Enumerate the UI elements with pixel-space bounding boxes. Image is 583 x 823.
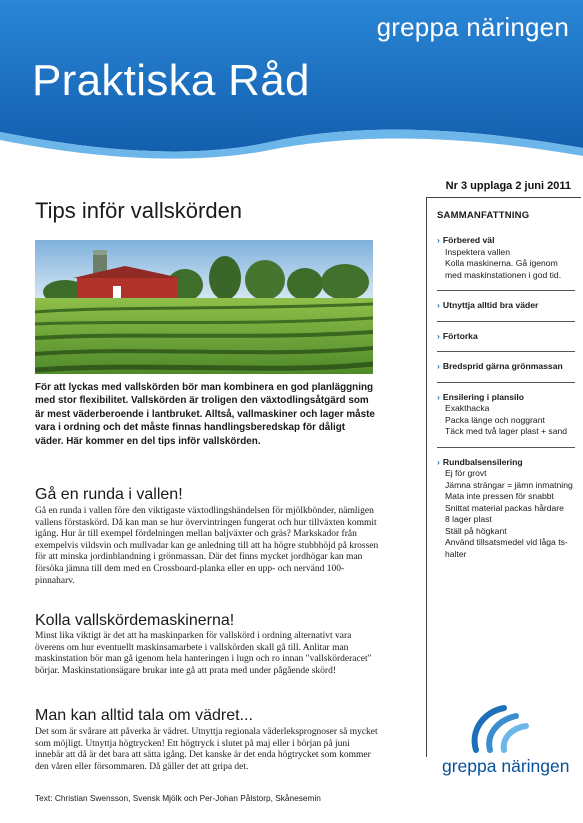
chevron-right-icon: › xyxy=(437,235,440,245)
sidebar-line: Ej för grovt xyxy=(445,468,487,478)
sidebar-line: Exakthacka xyxy=(445,403,490,413)
sidebar-section-head: Förtorka xyxy=(442,330,478,341)
article-credit: Text: Christian Swensson, Svensk Mjölk och Per-Johan Pålstorp, Skånesemin xyxy=(35,793,321,803)
logo-text: greppa näringen xyxy=(442,756,570,776)
sidebar-line: Mata inte pressen för snabbt xyxy=(445,491,554,501)
sidebar-section xyxy=(437,361,575,383)
sidebar-section xyxy=(437,331,575,353)
sidebar-section xyxy=(437,235,575,291)
sidebar-section-head: Ensilering i plansilo xyxy=(442,391,525,402)
sidebar-line: Snittat material packas hårdare xyxy=(445,502,564,513)
sidebar-line: Packa länge och noggrant xyxy=(445,414,545,425)
section-heading-3: Man kan alltid tala om vädret... xyxy=(35,707,253,724)
article-lead: För att lyckas med vallskörden bör man kombinera en god planläggning med stor flexibilitet. Vallskörden är troligen den växtodlingsåtgärd som är mest väderberoende i lantbruket. Alltså, vallmaskiner och lager måste vara i ordning och det måste finnas handlingsberedskap för dåligt väder. Här kommer en del tips inför vallskörden. xyxy=(35,382,375,447)
publication-title: Praktiska Råd xyxy=(32,56,310,105)
sidebar-section-head: Rundbalsensilering xyxy=(442,456,523,467)
sidebar-section-head: Utnyttja alltid bra väder xyxy=(442,300,539,310)
sidebar-line: Använd tillsatsmedel vid låga ts-halter xyxy=(445,537,568,559)
chevron-right-icon: › xyxy=(437,300,440,310)
sidebar-section xyxy=(437,457,575,570)
chevron-right-icon: › xyxy=(437,361,440,371)
section-heading-1: Gå en runda i vallen! xyxy=(35,486,183,503)
sidebar-line: Täck med två lager plast + sand xyxy=(445,426,568,436)
sidebar-section xyxy=(437,392,575,448)
sidebar-title: SAMMANFATTNING xyxy=(437,210,530,221)
section-body-3: Det som är svårare att påverka är vädret. Utnyttja regionala väderleksprognoser så mycket som möjligt. Utnyttja högtrycken! Ett högtryck i slutet på maj eller i början på juni innebär att då är det bara att sätta igång. Det kanske är det enda högtrycket som kommer den våren eller försommaren. Då gäller det att gripa det. xyxy=(35,727,378,772)
section-body-1: Gå en runda i vallen före den viktigaste växtodlingshändelsen för mjölkbönder, nämligen vallens förstaskörd. Då kan man se hur övervintringen fungerat och hur tillväxten kommit igång. Hur är till exempel fördelningen mellan baljväxter och gräs? Markskador från exempelvis vildsvin och mullvadar kan ge anledning till att ha högre stubbhöjd på krossen för att minska jordinblandning i grönmassan. Där det finns mycket jordhögar kan man försöka jämna till dem med en Crossboard-planka eller en upp- och nervänd 100-pinnaharv. xyxy=(35,506,379,586)
sidebar-section-head: Bredsprid gärna grönmassan xyxy=(442,361,563,371)
sidebar-line: Inspektera vallen xyxy=(445,246,510,257)
chevron-right-icon: › xyxy=(437,391,440,402)
sidebar-line: Jämna strängar = jämn inmatning xyxy=(445,479,573,490)
brand-name: greppa näringen xyxy=(376,12,569,42)
article-title: Tips inför vallskörden xyxy=(35,198,243,223)
chevron-right-icon: › xyxy=(437,456,440,467)
sidebar-line: Kolla maskinerna. Gå igenom med maskinstationen i god tid. xyxy=(445,258,562,280)
header-banner xyxy=(0,0,583,170)
issue-line: Nr 3 upplaga 2 juni 2011 xyxy=(445,180,571,192)
summary-sidebar xyxy=(426,197,581,757)
section-body-2: Minst lika viktigt är det att ha maskinparken för vallskörd i ordning alternativt vara överens om hur eventuellt maskinsamarbete i vallskörden skall gå till. Anlitar man maskinstation bör man gå igenom hela hanteringen i lugn och ro innan "vallskörderacet" börjar. Maskinstationsägare brukar inte gå att prata med under pågående skörd! xyxy=(35,631,372,676)
farm-field-photo xyxy=(35,240,373,374)
sidebar-line: Ställ på högkant xyxy=(445,525,507,536)
section-heading-2: Kolla vallskördemaskinerna! xyxy=(35,612,235,629)
chevron-right-icon: › xyxy=(437,330,440,341)
sidebar-section-head: Förbered väl xyxy=(442,235,495,245)
sidebar-section xyxy=(437,300,575,322)
sidebar-line: 8 lager plast xyxy=(445,514,492,524)
